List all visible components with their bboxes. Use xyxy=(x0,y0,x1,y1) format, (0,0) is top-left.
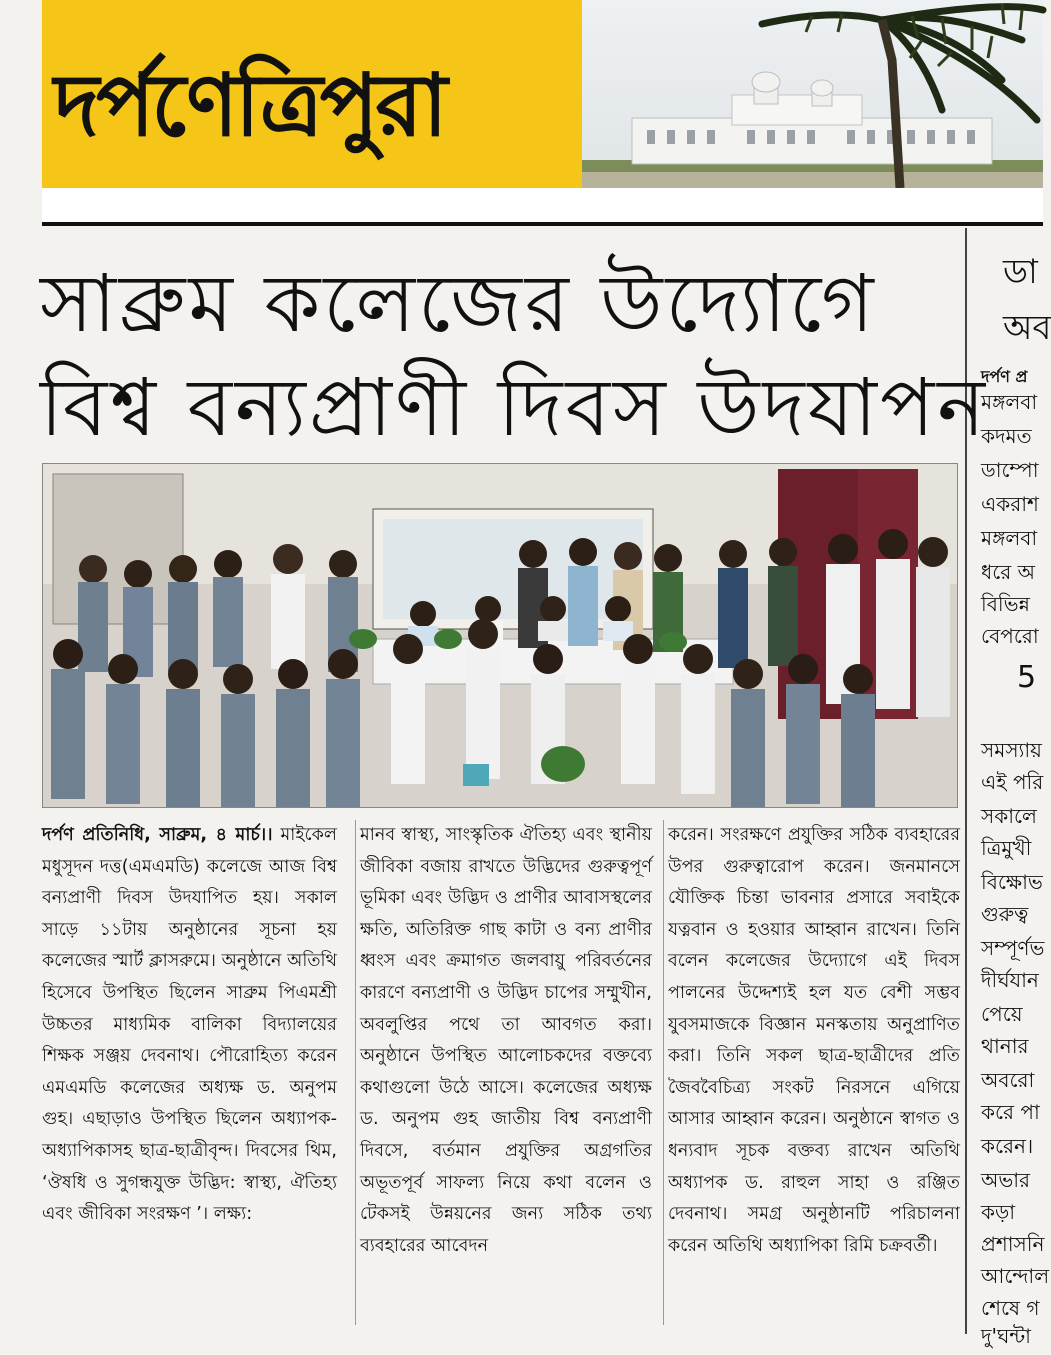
article-column-2-text: মানব স্বাস্থ্য, সাংস্কৃতিক ঐতিহ্য এবং স্থানীয় জীবিকা বজায় রাখতে উদ্ভিদের গুরুত্বপূর্ণ ভূমিকা এবং উদ্ভিদ ও প্রাণীর আবাসস্থলের ক্ষতি, অতিরিক্ত গাছ কাটা ও বন্য প্রাণীর ধ্বংস এবং ক্রমাগত জলবায়ু পরিবর্তনের কারণে বন্যপ্রাণী ও উদ্ভিদ চাপের সম্মুখীন, অবলুপ্তির পথে তা আবগত করা। অনুষ্ঠানে উপস্থিত আলোচকদের বক্তব্যে কথাগুলো উঠে আসে। কলেজের অধ্যক্ষ ড. অনুপম গুহ জাতীয় বিশ্ব বন্যপ্রাণী দিবসে, বর্তমান প্রযুক্তির অগ্রগতির অভূতপূর্ব সাফল্য নিয়ে কথা বলেন ও টেকসই উন্নয়নের জন্য সঠিক তথ্য ব্যবহারের আবেদন xyxy=(360,825,652,1256)
adjacent-text-line: বেপরো xyxy=(981,624,1039,648)
adjacent-text-line: আন্দোল xyxy=(981,1264,1050,1288)
adjacent-byline: দর্পণ প্র xyxy=(981,367,1028,386)
article-column-2 xyxy=(355,820,652,1325)
article-column-1-text: মাইকেল মধুসূদন দত্ত(এমএমডি) কলেজে আজ বিশ্ব বন্যপ্রাণী দিবস উদযাপিত হয়। সকাল সাড়ে ১১টায় অনুষ্ঠানের সূচনা হয় কলেজের স্মার্ট ক্লাসরুমে। অনুষ্ঠানে অতিথি হিসেবে উপস্থিত ছিলেন সাব্রুম পিএমশ্রী উচ্চতর মাধ্যমিক বালিকা বিদ্যালয়ের শিক্ষক সঞ্জয় দেবনাথ। পৌরোহিত্য করেন এমএমডি কলেজের অধ্যক্ষ ড. অনুপম গুহ। এছাড়াও উপস্থিত ছিলেন অধ্যাপক-অধ্যাপিকাসহ ছাত্র-ছাত্রীবৃন্দ। দিবসের থিম, ‘ঔষধি ও সুগন্ধযুক্ত উদ্ভিদ: স্বাস্থ্য, ঐতিহ্য এবং জীবিকা সংরক্ষণ ’। লক্ষ্য: xyxy=(42,825,338,1225)
adjacent-text-line: সকালে xyxy=(981,804,1037,828)
adjacent-text-line: ধরে অ xyxy=(981,560,1035,584)
article-column-3 xyxy=(663,820,960,1325)
masthead-title-panel xyxy=(42,0,584,188)
adjacent-text-line: করেন। xyxy=(981,1134,1034,1158)
adjacent-text-line: পেয়ে xyxy=(981,1002,1023,1026)
headline-line-1: সাব্রুম কলেজের উদ্যোগে xyxy=(40,257,877,350)
adjacent-text-line: বিক্ষোভ xyxy=(981,870,1043,894)
adjacent-text-line: এই পরি xyxy=(981,770,1044,794)
adjacent-text-line: করে পা xyxy=(981,1100,1040,1124)
headline-line-2: বিশ্ব বন্যপ্রাণী দিবস উদযাপন xyxy=(40,361,988,454)
adjacent-headline-line: ডা xyxy=(1003,252,1038,292)
adjacent-text-line: অবরো xyxy=(981,1068,1035,1092)
event-group-photo xyxy=(42,463,958,808)
adjacent-text-line: সমস্যায় xyxy=(981,738,1042,762)
adjacent-text-line: শেষে গ xyxy=(981,1296,1040,1320)
masthead xyxy=(42,0,1043,226)
adjacent-text-line: প্রশাসনি xyxy=(981,1232,1045,1256)
adjacent-text-line: সম্পূর্ণভ xyxy=(981,936,1045,960)
adjacent-text-line: মঙ্গলবা xyxy=(981,526,1038,550)
adjacent-text-line: বিভিন্ন xyxy=(981,592,1030,616)
adjacent-text-line: মঙ্গলবা xyxy=(981,390,1038,414)
article-byline: দর্পণ প্রতিনিধি, সাব্রুম, ৪ মার্চ।। xyxy=(42,825,273,845)
adjacent-text-line: অভার xyxy=(981,1168,1031,1192)
adjacent-text-line: দু'ঘন্টা xyxy=(981,1324,1031,1348)
adjacent-text-line: থানার xyxy=(981,1034,1029,1058)
adjacent-text-line: দীর্ঘযান xyxy=(981,968,1039,992)
adjacent-number: 5 xyxy=(1017,660,1037,695)
masthead-band xyxy=(42,188,1043,208)
adjacent-text-line: ডাম্পাে xyxy=(981,458,1039,482)
adjacent-text-line: একরাশ xyxy=(981,492,1039,516)
masthead-palace-image xyxy=(582,0,1043,188)
article-column-1 xyxy=(42,820,337,1325)
masthead-title: দর্পণেত্রিপুরা xyxy=(54,55,445,156)
adjacent-text-line: গুরুত্ব xyxy=(981,902,1029,926)
adjacent-headline-line: অব xyxy=(1003,308,1051,348)
article-column-3-text: করেন। সংরক্ষণে প্রযুক্তির সঠিক ব্যবহারের উপর গুরুত্বারোপ করেন। জনমানসে যৌক্তিক চিন্তা ভাবনার প্রসারে সবাইকে যত্নবান ও হওয়ার আহ্বান রাখেন। তিনি বলেন কলেজের উদ্যোগে এই দিবস পালনের উদ্দেশ্যই হল যত বেশী সম্ভব যুবসমাজকে বিজ্ঞান মনস্কতায় অনুপ্রাণিত করা। তিনি সকল ছাত্র-ছাত্রীদের প্রতি জৈববৈচিত্র্য সংকট নিরসনে এগিয়ে আসার আহ্বান করেন। অনুষ্ঠানে স্বাগত ও ধন্যবাদ সূচক বক্তব্য রাখেন অতিথি অধ্যাপক ড. রাহুল সাহা ও রঞ্জিত দেবনাথ। সমগ্র অনুষ্ঠানটি পরিচালনা করেন অতিথি অধ্যাপিকা রিমি চক্রবর্তী। xyxy=(668,825,960,1256)
adjacent-text-line: ত্রিমুখী xyxy=(981,836,1032,860)
adjacent-text-line: কদমত xyxy=(981,424,1032,448)
article-headline xyxy=(40,252,988,460)
adjacent-text-line: কড়া xyxy=(981,1200,1016,1224)
